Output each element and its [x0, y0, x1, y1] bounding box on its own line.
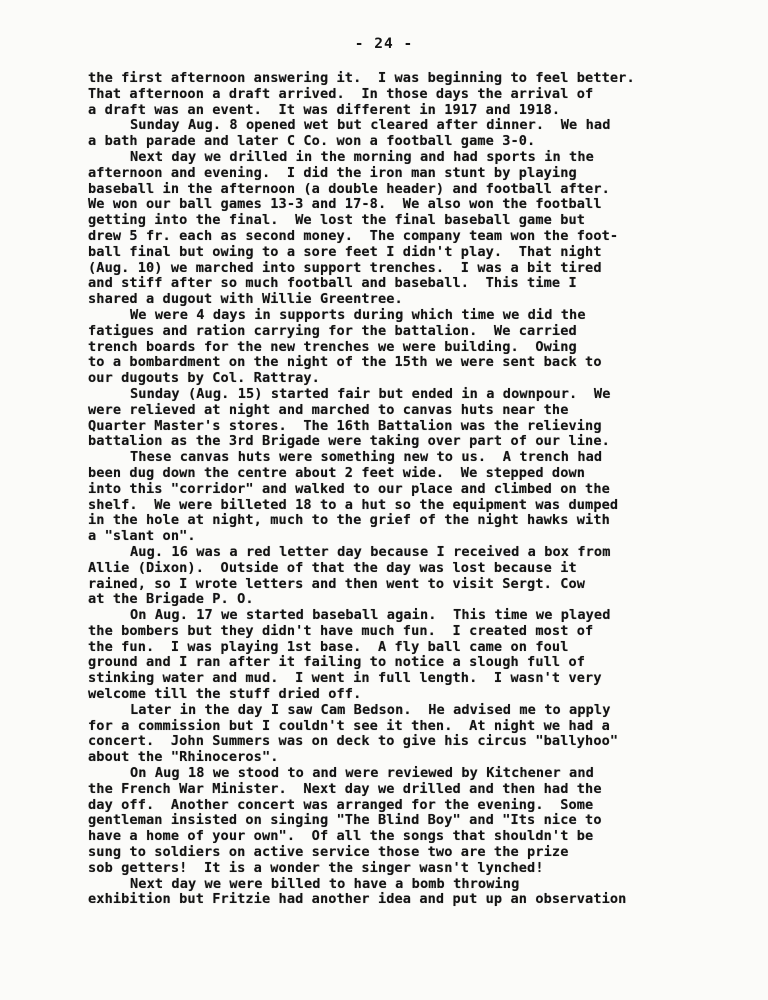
text-line: afternoon and evening. I did the iron man stunt by playing	[88, 164, 577, 181]
text-line: getting into the final. We lost the final baseball game but	[88, 212, 586, 229]
text-line: Next day we drilled in the morning and had sports in the	[130, 148, 594, 165]
text-line: Later in the day I saw Cam Bedson. He advised me to apply	[130, 701, 611, 718]
text-line: shelf. We were billeted 18 to a hut so the equipment was dumped	[88, 496, 619, 513]
text-line: at the Brigade P. O.	[88, 591, 254, 608]
text-line: sob getters! It is a wonder the singer wasn't lynched!	[88, 859, 544, 876]
text-line: sung to soldiers on active service those two are the prize	[88, 844, 569, 861]
text-line: a bath parade and later C Co. won a football game 3-0.	[88, 133, 536, 150]
text-line: in the hole at night, much to the grief of the night hawks with	[88, 512, 610, 529]
text-line: the French War Minister. Next day we drilled and then had the	[88, 780, 602, 797]
text-line: These canvas huts were something new to us. A trench had	[130, 449, 603, 466]
text-line: Quarter Master's stores. The 16th Battalion was the relieving	[88, 417, 602, 434]
text-line: a draft was an event. It was different in 1917 and 1918.	[88, 101, 561, 118]
text-line: rained, so I wrote letters and then went to visit Sergt. Cow	[88, 575, 586, 592]
text-line: stinking water and mud. I went in full length. I wasn't very	[88, 670, 602, 687]
text-line: battalion as the 3rd Brigade were taking over part of our line.	[88, 433, 610, 450]
page-number: - 24 -	[354, 36, 414, 52]
text-line: gentleman insisted on singing "The Blind Boy" and "Its nice to	[88, 812, 602, 829]
text-line: a "slant on".	[88, 528, 196, 545]
text-line: been dug down the centre about 2 feet wide. We stepped down	[88, 464, 586, 481]
text-line: Aug. 16 was a red letter day because I received a box from	[130, 543, 611, 560]
text-line: fatigues and ration carrying for the battalion. We carried	[88, 322, 577, 339]
text-line: baseball in the afternoon (a double header) and football after.	[88, 180, 610, 197]
text-line: our dugouts by Col. Rattray.	[88, 370, 320, 387]
text-line: the first afternoon answering it. I was beginning to feel better.	[88, 70, 635, 86]
text-line: Sunday Aug. 8 opened wet but cleared after dinner. We had	[130, 117, 611, 134]
text-line: Next day we were billed to have a bomb throwing	[130, 875, 520, 892]
text-line: for a commission but I couldn't see it then. At night we had a	[88, 717, 610, 734]
text-line: exhibition but Fritzie had another idea and put up an observation	[88, 891, 627, 908]
text-line: shared a dugout with Willie Greentree.	[88, 291, 403, 308]
text-line: were relieved at night and marched to canvas huts near the	[88, 401, 569, 418]
text-line: and stiff after so much football and baseball. This time I	[88, 275, 577, 292]
text-line: Sunday (Aug. 15) started fair but ended in a downpour. We	[130, 385, 611, 402]
text-line: ground and I ran after it failing to notice a slough full of	[88, 654, 586, 671]
text-line: into this "corridor" and walked to our place and climbed on the	[88, 480, 610, 497]
text-line: That afternoon a draft arrived. In those days the arrival of	[88, 85, 594, 102]
text-line: We were 4 days in supports during which time we did the	[130, 306, 586, 323]
text-line: about the "Rhinoceros".	[88, 749, 279, 766]
text-line: (Aug. 10) we marched into support trenches. I was a bit tired	[88, 259, 602, 276]
text-line: On Aug. 17 we started baseball again. This time we played	[130, 607, 611, 624]
text-line: the fun. I was playing 1st base. A fly ball came on foul	[88, 638, 569, 655]
text-line: drew 5 fr. each as second money. The company team won the foot-	[88, 227, 619, 244]
text-line: Allie (Dixon). Outside of that the day was lost because it	[88, 559, 577, 576]
text-line: On Aug 18 we stood to and were reviewed by Kitchener and	[130, 765, 594, 782]
text-line: have a home of your own". Of all the songs that shouldn't be	[88, 828, 594, 845]
text-line: We won our ball games 13-3 and 17-8. We also won the football	[88, 196, 602, 213]
text-line: day off. Another concert was arranged for the evening. Some	[88, 796, 594, 813]
text-line: welcome till the stuff dried off.	[88, 686, 362, 703]
text-line: to a bombardment on the night of the 15th we were sent back to	[88, 354, 602, 371]
text-line: ball final but owing to a sore feet I didn't play. That night	[88, 243, 602, 260]
text-line: trench boards for the new trenches we were building. Owing	[88, 338, 577, 355]
body-text	[88, 71, 688, 908]
text-line: concert. John Summers was on deck to give his circus "ballyhoo"	[88, 733, 619, 750]
text-line: the bombers but they didn't have much fun. I created most of	[88, 622, 594, 639]
